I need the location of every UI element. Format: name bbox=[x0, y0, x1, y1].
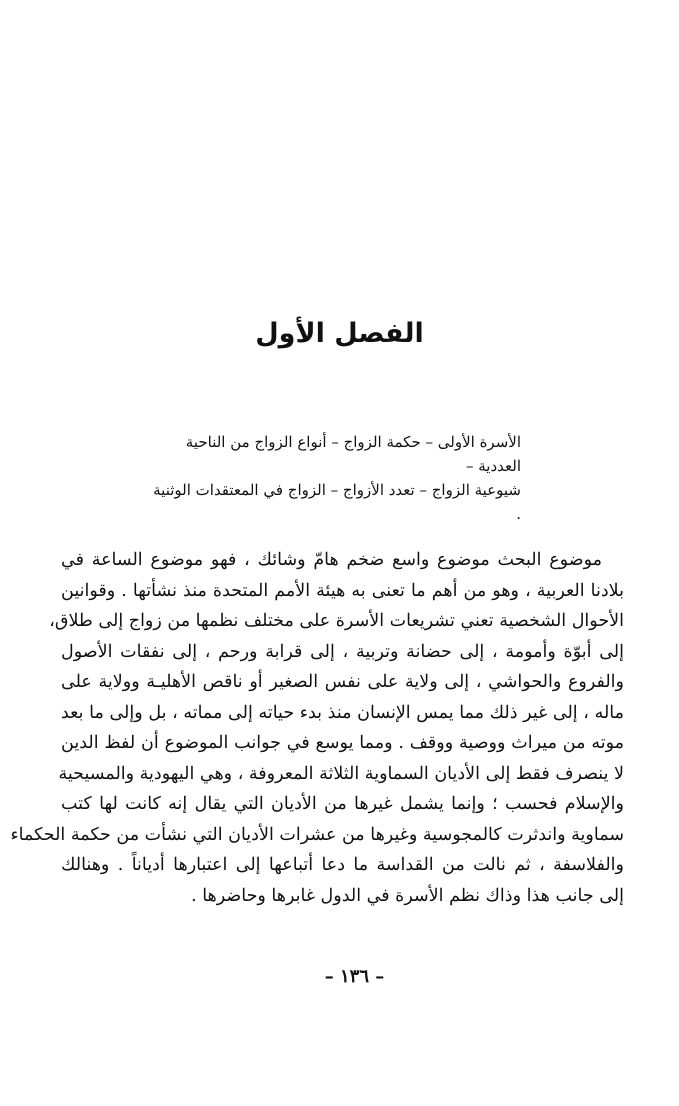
paragraph-line: موضوع البحث موضوع واسع ضخم هامّ وشائك ، فهو موضوع الساعة في bbox=[61, 550, 602, 570]
paragraph-line: والفلاسفة ، ثم نالت من القداسة ما دعا أتباعها إلى اعتبارها أدياناً . وهنالك bbox=[61, 855, 624, 875]
summary-line: الأسرة الأولى – حكمة الزواج – أنواع الزواج من الناحية العددية – bbox=[185, 433, 521, 475]
paragraph-line: ماله ، إلى غير ذلك مما يمس الإنسان منذ بدء حياته إلى مماته ، بل وإلى ما بعد bbox=[61, 702, 624, 723]
summary-line: شيوعية الزواج – تعدد الأزواج – الزواج في المعتقدات الوثنية . bbox=[153, 481, 521, 523]
paragraph-line: والفروع والحواشي ، إلى ولاية على نفس الصغير أو ناقص الأهليـة وولاية على bbox=[61, 672, 624, 692]
chapter-title: الفصل الأول bbox=[255, 318, 424, 349]
paragraph-line: إلى أبوّة وأمومة ، إلى حضانة وتربية ، إلى قرابة ورحم ، إلى نفقات الأصول bbox=[61, 641, 624, 662]
paragraph-line: سماوية واندثرت كالمجوسية وغيرها من عشرات الأديان التي نشأت من حكمة الحكماء bbox=[10, 824, 624, 845]
paragraph-line: إلى جانب هذا وذاك نظم الأسرة في الدول غابرها وحاضرها . bbox=[191, 885, 624, 906]
paragraph-line: لا ينصرف فقط إلى الأديان السماوية الثلاثة المعروفة ، وهي اليهودية والمسيحية bbox=[58, 763, 624, 784]
page-number: – ١٣٦ – bbox=[324, 966, 385, 987]
paragraph-line: موته من ميراث ووصية ووقف . ومما يوسع في جوانب الموضوع أن لفظ الدين bbox=[61, 733, 624, 753]
paragraph-line: بلادنا العربية ، وهو من أهم ما تعنى به هيئة الأمم المتحدة منذ نشأتها . وقوانين bbox=[61, 580, 624, 601]
chapter-summary bbox=[151, 430, 521, 526]
body-paragraph bbox=[10, 545, 624, 911]
paragraph-line: والإسلام فحسب ؛ وإنما يشمل غيرها من الأديان التي يقال إنه كانت لها كتب bbox=[61, 794, 624, 814]
paragraph-line: الأحوال الشخصية تعني تشريعات الأسرة على مختلف نظمها من زواج إلى طلاق، bbox=[49, 611, 624, 631]
